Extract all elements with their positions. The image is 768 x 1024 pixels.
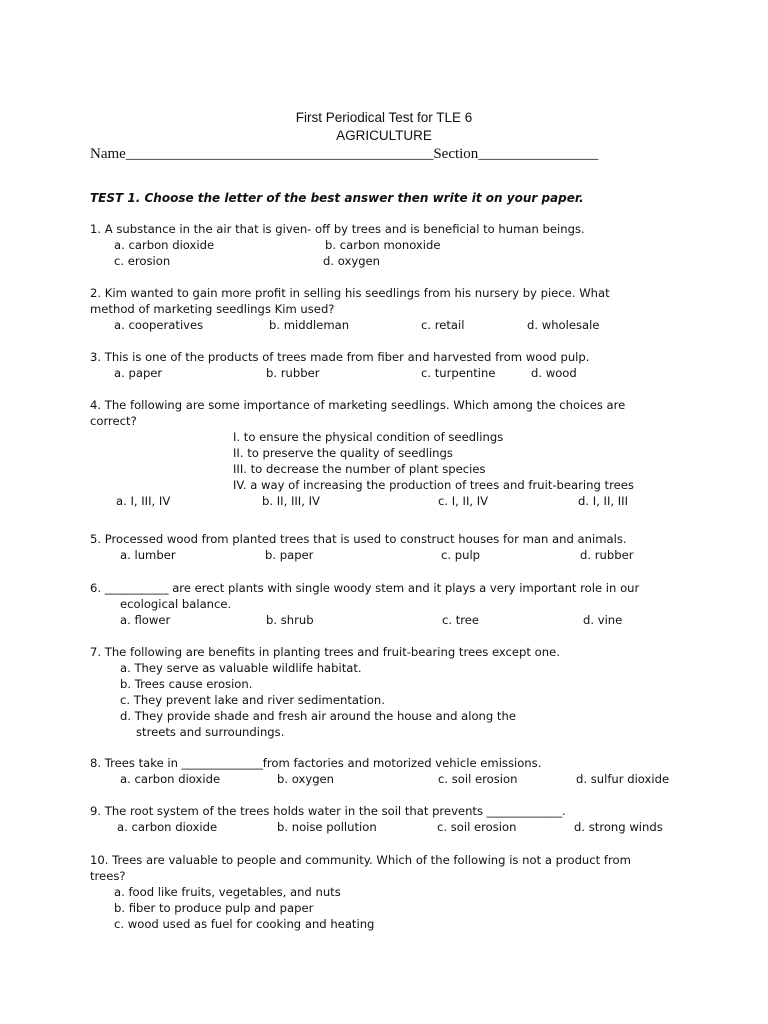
answer-option: c. soil erosion xyxy=(437,820,517,834)
question-text: 1. A substance in the air that is given- off by trees and is beneficial to human beings. xyxy=(90,222,585,236)
answer-option: b. paper xyxy=(265,548,314,562)
answer-option: a. lumber xyxy=(120,548,176,562)
option-row xyxy=(90,253,690,269)
answer-option: b. Trees cause erosion. xyxy=(120,677,253,691)
answer-option: b. fiber to produce pulp and paper xyxy=(114,901,314,915)
answer-option: b. noise pollution xyxy=(277,820,377,834)
option-row xyxy=(90,365,690,381)
answer-option: b. rubber xyxy=(266,366,320,380)
question-text: 3. This is one of the products of trees made from fiber and harvested from wood pulp. xyxy=(90,350,590,364)
answer-option: b. oxygen xyxy=(277,772,335,786)
question-text: 6. ___________ are erect plants with single woody stem and it plays a very important role in our xyxy=(90,581,640,595)
question-text: 7. The following are benefits in planting trees and fruit-bearing trees except one. xyxy=(90,645,560,659)
answer-option: a. They serve as valuable wildlife habitat. xyxy=(120,661,362,675)
answer-option: d. oxygen xyxy=(323,254,381,268)
question-2 xyxy=(90,285,690,333)
answer-option: c. tree xyxy=(442,613,480,627)
answer-option: c. wood used as fuel for cooking and heating xyxy=(114,917,375,931)
answer-option: a. paper xyxy=(114,366,163,380)
question-10 xyxy=(90,852,690,932)
question-1 xyxy=(90,221,690,269)
option-row xyxy=(90,317,690,333)
option-row xyxy=(90,547,690,563)
answer-option: b. shrub xyxy=(266,613,314,627)
question-text: 5. Processed wood from planted trees that is used to construct houses for man and animals. xyxy=(90,532,627,546)
option-row xyxy=(90,493,690,509)
question-3 xyxy=(90,349,690,381)
question-6 xyxy=(90,580,690,628)
question-5 xyxy=(90,531,690,563)
test-title: First Periodical Test for TLE 6 xyxy=(295,110,473,125)
test-instructions: TEST 1. Choose the letter of the best answer then write it on your paper. xyxy=(90,191,584,205)
subject-heading: AGRICULTURE xyxy=(336,128,432,143)
answer-option: a. flower xyxy=(120,613,171,627)
answer-option: c. pulp xyxy=(441,548,481,562)
question-4 xyxy=(90,397,690,509)
question-text: 4. The following are some importance of marketing seedlings. Which among the choices are xyxy=(90,398,626,412)
question-text: 10. Trees are valuable to people and community. Which of the following is not a product from xyxy=(90,853,631,867)
answer-option: c. soil erosion xyxy=(438,772,518,786)
answer-option: a. carbon dioxide xyxy=(114,238,215,252)
answer-option: b. II, III, IV xyxy=(262,494,320,508)
answer-option: d. strong winds xyxy=(574,820,663,834)
answer-option: streets and surroundings. xyxy=(136,725,285,739)
answer-option: a. I, III, IV xyxy=(116,494,171,508)
answer-option: c. retail xyxy=(421,318,465,332)
answer-option: d. vine xyxy=(583,613,623,627)
answer-option: c. erosion xyxy=(114,254,171,268)
answer-option: d. I, II, III xyxy=(578,494,628,508)
answer-option: b. carbon monoxide xyxy=(325,238,441,252)
answer-option: b. middleman xyxy=(269,318,350,332)
question-9 xyxy=(90,803,690,835)
answer-option: a. food like fruits, vegetables, and nuts xyxy=(114,885,341,899)
question-text: 8. Trees take in ______________from factories and motorized vehicle emissions. xyxy=(90,756,542,770)
answer-option: c. turpentine xyxy=(421,366,496,380)
question-text: method of marketing seedlings Kim used? xyxy=(90,302,335,316)
answer-option: d. wood xyxy=(531,366,577,380)
question-text: 2. Kim wanted to gain more profit in selling his seedlings from his nursery by piece. What xyxy=(90,286,610,300)
option-row xyxy=(90,612,690,628)
answer-option: a. carbon dioxide xyxy=(117,820,218,834)
statement-item: III. to decrease the number of plant species xyxy=(233,462,486,476)
question-7 xyxy=(90,644,690,740)
question-text: trees? xyxy=(90,869,126,883)
answer-option: a. cooperatives xyxy=(114,318,204,332)
answer-option: a. carbon dioxide xyxy=(120,772,221,786)
question-text: ecological balance. xyxy=(120,597,232,611)
option-row xyxy=(90,819,690,835)
question-8 xyxy=(90,755,690,787)
answer-option: c. They prevent lake and river sedimentation. xyxy=(120,693,385,707)
question-text: 9. The root system of the trees holds water in the soil that prevents _____________. xyxy=(90,804,566,818)
statement-item: I. to ensure the physical condition of seedlings xyxy=(233,430,504,444)
option-row xyxy=(90,771,690,787)
statement-item: IV. a way of increasing the production of trees and fruit-bearing trees xyxy=(233,478,634,492)
answer-option: d. wholesale xyxy=(527,318,600,332)
answer-option: d. sulfur dioxide xyxy=(576,772,670,786)
answer-option: c. I, II, IV xyxy=(438,494,489,508)
answer-option: d. They provide shade and fresh air around the house and along the xyxy=(120,709,516,723)
answer-option: d. rubber xyxy=(580,548,634,562)
option-row xyxy=(90,237,690,253)
question-text: correct? xyxy=(90,414,137,428)
name-section-line: Name_________________________________________Section________________ xyxy=(90,146,599,162)
statement-item: II. to preserve the quality of seedlings xyxy=(233,446,453,460)
